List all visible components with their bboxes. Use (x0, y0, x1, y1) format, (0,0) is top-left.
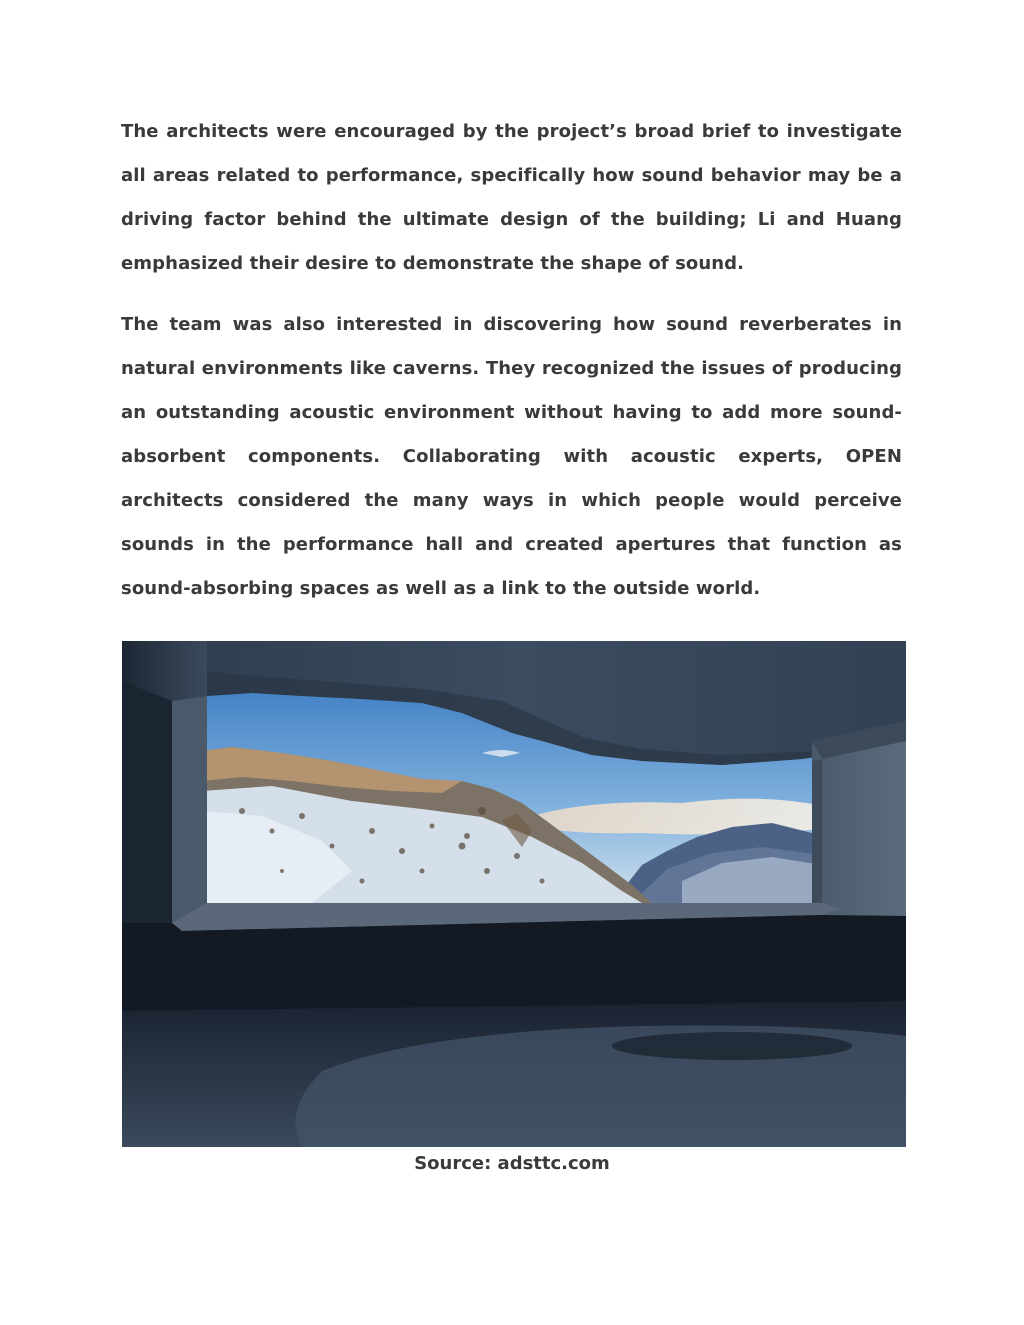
image-caption: Source: adsttc.com (414, 1153, 610, 1174)
paragraph-2: The team was also interested in discovering how sound reverberates in natural environments like caverns. They recognized the issues of producing an outstanding acoustic environment without having to add more sound-absorbent components. Collaborating with acoustic experts, OPEN architects considered the many ways in which people would perceive sounds in the performance hall and created apertures that function as sound-absorbing spaces as well as a link to the outside world. (121, 314, 902, 599)
concert-hall-aperture-photo (122, 641, 906, 1147)
paragraph-1: The architects were encouraged by the project’s broad brief to investigate all areas related to performance, specifically how sound behavior may be a driving factor behind the ultimate design of the building; Li and Huang emphasized their desire to demonstrate the shape of sound. (121, 121, 902, 274)
